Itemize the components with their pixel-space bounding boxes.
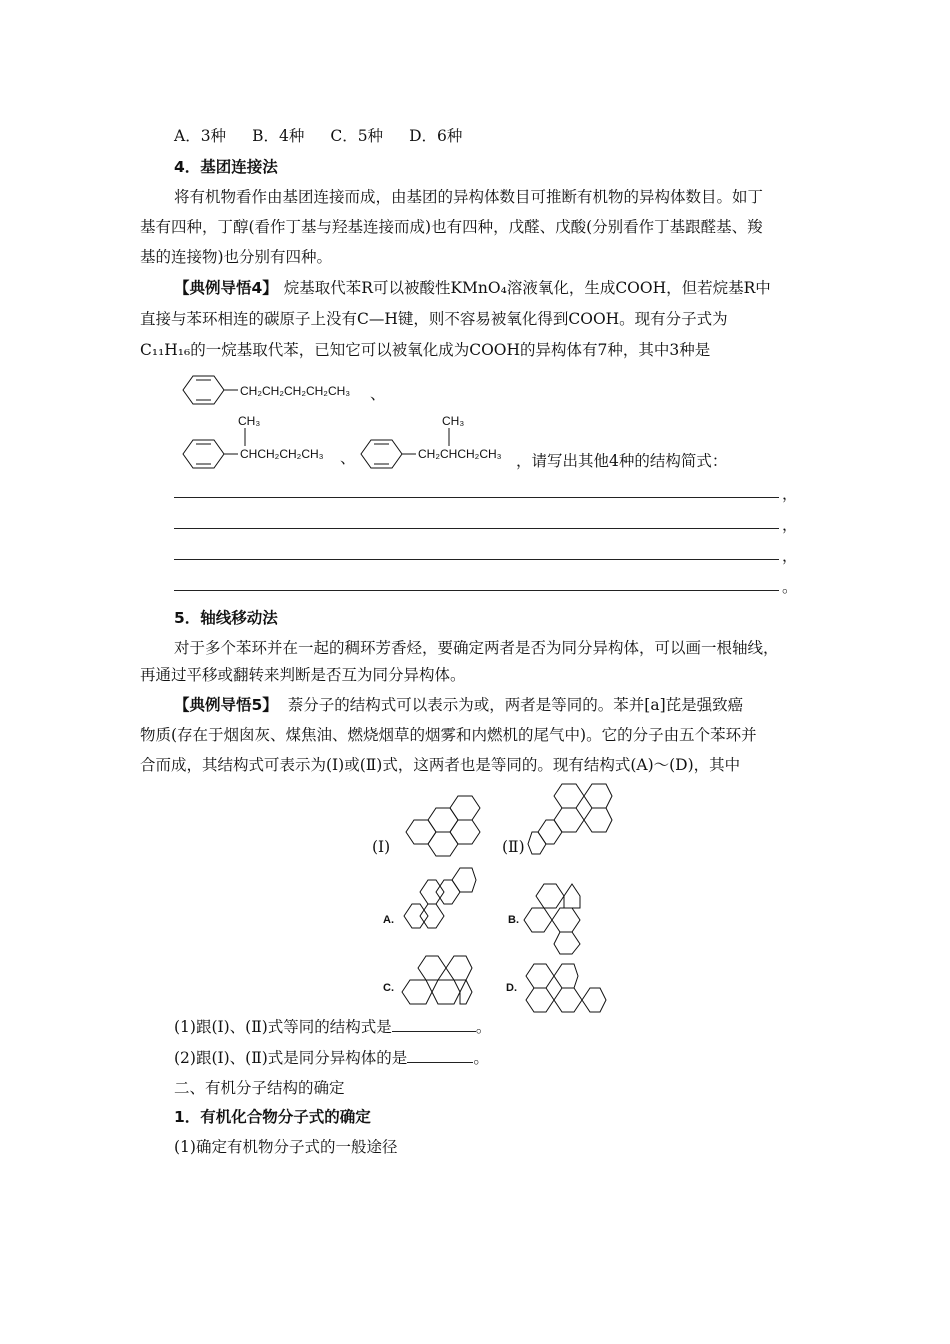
molecular-formula: C₁₁H₁₆ (140, 341, 191, 359)
question-1-text: (1)跟(Ⅰ)、(Ⅱ)式等同的结构式是 (174, 1018, 392, 1036)
example-5-label: 【典例导悟5】 (174, 696, 278, 714)
structure-3-branch: CH₃ (442, 414, 465, 428)
figure-label-ii: (Ⅱ) (502, 838, 525, 856)
example-5-text: 萘分子的结构式可以表示为或，两者是等同的。苯并[a]芘是强致癌 (287, 696, 744, 714)
answer-options (174, 124, 488, 146)
blank-punct: 。 (782, 578, 798, 596)
figure-label-i: (Ⅰ) (372, 838, 391, 856)
option-a: A．3种 (174, 127, 227, 145)
part-2-sub-heading: 1．有机化合物分子式的确定 (174, 1108, 371, 1126)
section-5-para-line: 对于多个苯环并在一起的稠环芳香烃，要确定两者是否为同分异构体，可以画一根轴线， (174, 639, 779, 657)
separator: 、 (370, 385, 386, 403)
question-2-blank[interactable] (407, 1048, 473, 1063)
structure-b-icon (524, 884, 584, 954)
structure-d-icon (522, 964, 606, 1012)
answer-blank[interactable] (174, 559, 779, 560)
question-1-end: 。 (475, 1018, 492, 1036)
section-4-heading: 4．基团连接法 (174, 158, 278, 176)
section-5-heading: 5．轴线移动法 (174, 609, 278, 627)
blank-punct: ， (782, 516, 798, 534)
option-b: B．4种 (252, 127, 305, 145)
option-c: C．5种 (330, 127, 384, 145)
answer-blank[interactable] (174, 497, 779, 498)
question-2-text: (2)跟(Ⅰ)、(Ⅱ)式是同分异构体的是 (174, 1049, 408, 1067)
structure-a-icon (404, 868, 476, 938)
example-4-line-3 (140, 338, 710, 360)
benzopyrene-structure-ii-icon (532, 784, 612, 856)
branch-bond (448, 428, 450, 446)
structure-3-chain: CH₂CHCH₂CH₃ (418, 447, 502, 461)
example-4-line-1 (174, 276, 771, 298)
blank-punct: ， (782, 485, 798, 503)
question-1-blank[interactable] (392, 1017, 476, 1032)
benzopyrene-structure-i-icon (402, 798, 492, 858)
example-5-line-3: 合而成，其结构式可表示为(Ⅰ)或(Ⅱ)式，这两者也是等同的。现有结构式(A)～(D)，其中 (140, 756, 741, 774)
example-4-label: 【典例导悟4】 (174, 279, 278, 297)
example-5-line-2: 物质(存在于烟囱灰、煤焦油、燃烧烟草的烟雾和内燃机的尾气中)。它的分子由五个苯环并 (140, 726, 757, 744)
figure-label-c: C. (383, 982, 394, 994)
branch-bond (244, 428, 246, 446)
blank-punct: ， (782, 547, 798, 565)
example-5-line-1 (174, 693, 743, 715)
structure-c-icon (402, 956, 474, 1006)
question-1 (174, 1015, 491, 1037)
structure-2-chain: CHCH₂CH₂CH₃ (240, 447, 324, 461)
benzene-ring-icon (358, 438, 418, 472)
figure-label-a: A. (383, 914, 394, 926)
figure-label-d: D. (506, 982, 517, 994)
section-4-para-line: 基的连接物)也分别有四种。 (140, 248, 333, 266)
figure-label-b: B. (508, 914, 519, 926)
structure-1-chain: CH₂CH₂CH₂CH₂CH₃ (240, 384, 351, 398)
section-4-para-line: 基有四种，丁醇(看作丁基与羟基连接而成)也有四种，戊醛、戊酸(分别看作丁基跟醛基、羧 (140, 218, 763, 236)
section-4-para-line: 将有机物看作由基团连接而成，由基团的异构体数目可推断有机物的异构体数目。如丁 (174, 188, 764, 206)
example-4-text: 烷基取代苯R可以被酸性KMnO₄溶液氧化，生成COOH，但若烷基R中 (283, 279, 771, 297)
option-d: D．6种 (409, 127, 463, 145)
instruction-text: ，请写出其他4种的结构简式： (516, 452, 728, 470)
part-2-heading: 二、有机分子结构的确定 (174, 1079, 345, 1097)
benzene-ring-icon (180, 438, 240, 472)
part-2-sub-item: (1)确定有机物分子式的一般途径 (174, 1138, 398, 1156)
answer-blank[interactable] (174, 528, 779, 529)
example-4-line-2: 直接与苯环相连的碳原子上没有C—H键，则不容易被氧化得到COOH。现有分子式为 (140, 310, 728, 328)
benzene-ring-icon (180, 374, 240, 408)
structure-2-branch: CH₃ (238, 414, 261, 428)
answer-blank[interactable] (174, 590, 779, 591)
question-2 (174, 1046, 489, 1068)
example-4-text: 的一烷基取代苯，已知它可以被氧化成为COOH的异构体有7种，其中3种是 (190, 341, 711, 359)
separator: 、 (340, 449, 356, 467)
section-5-para-line: 再通过平移或翻转来判断是否互为同分异构体。 (140, 666, 466, 684)
question-2-end: 。 (473, 1049, 489, 1067)
